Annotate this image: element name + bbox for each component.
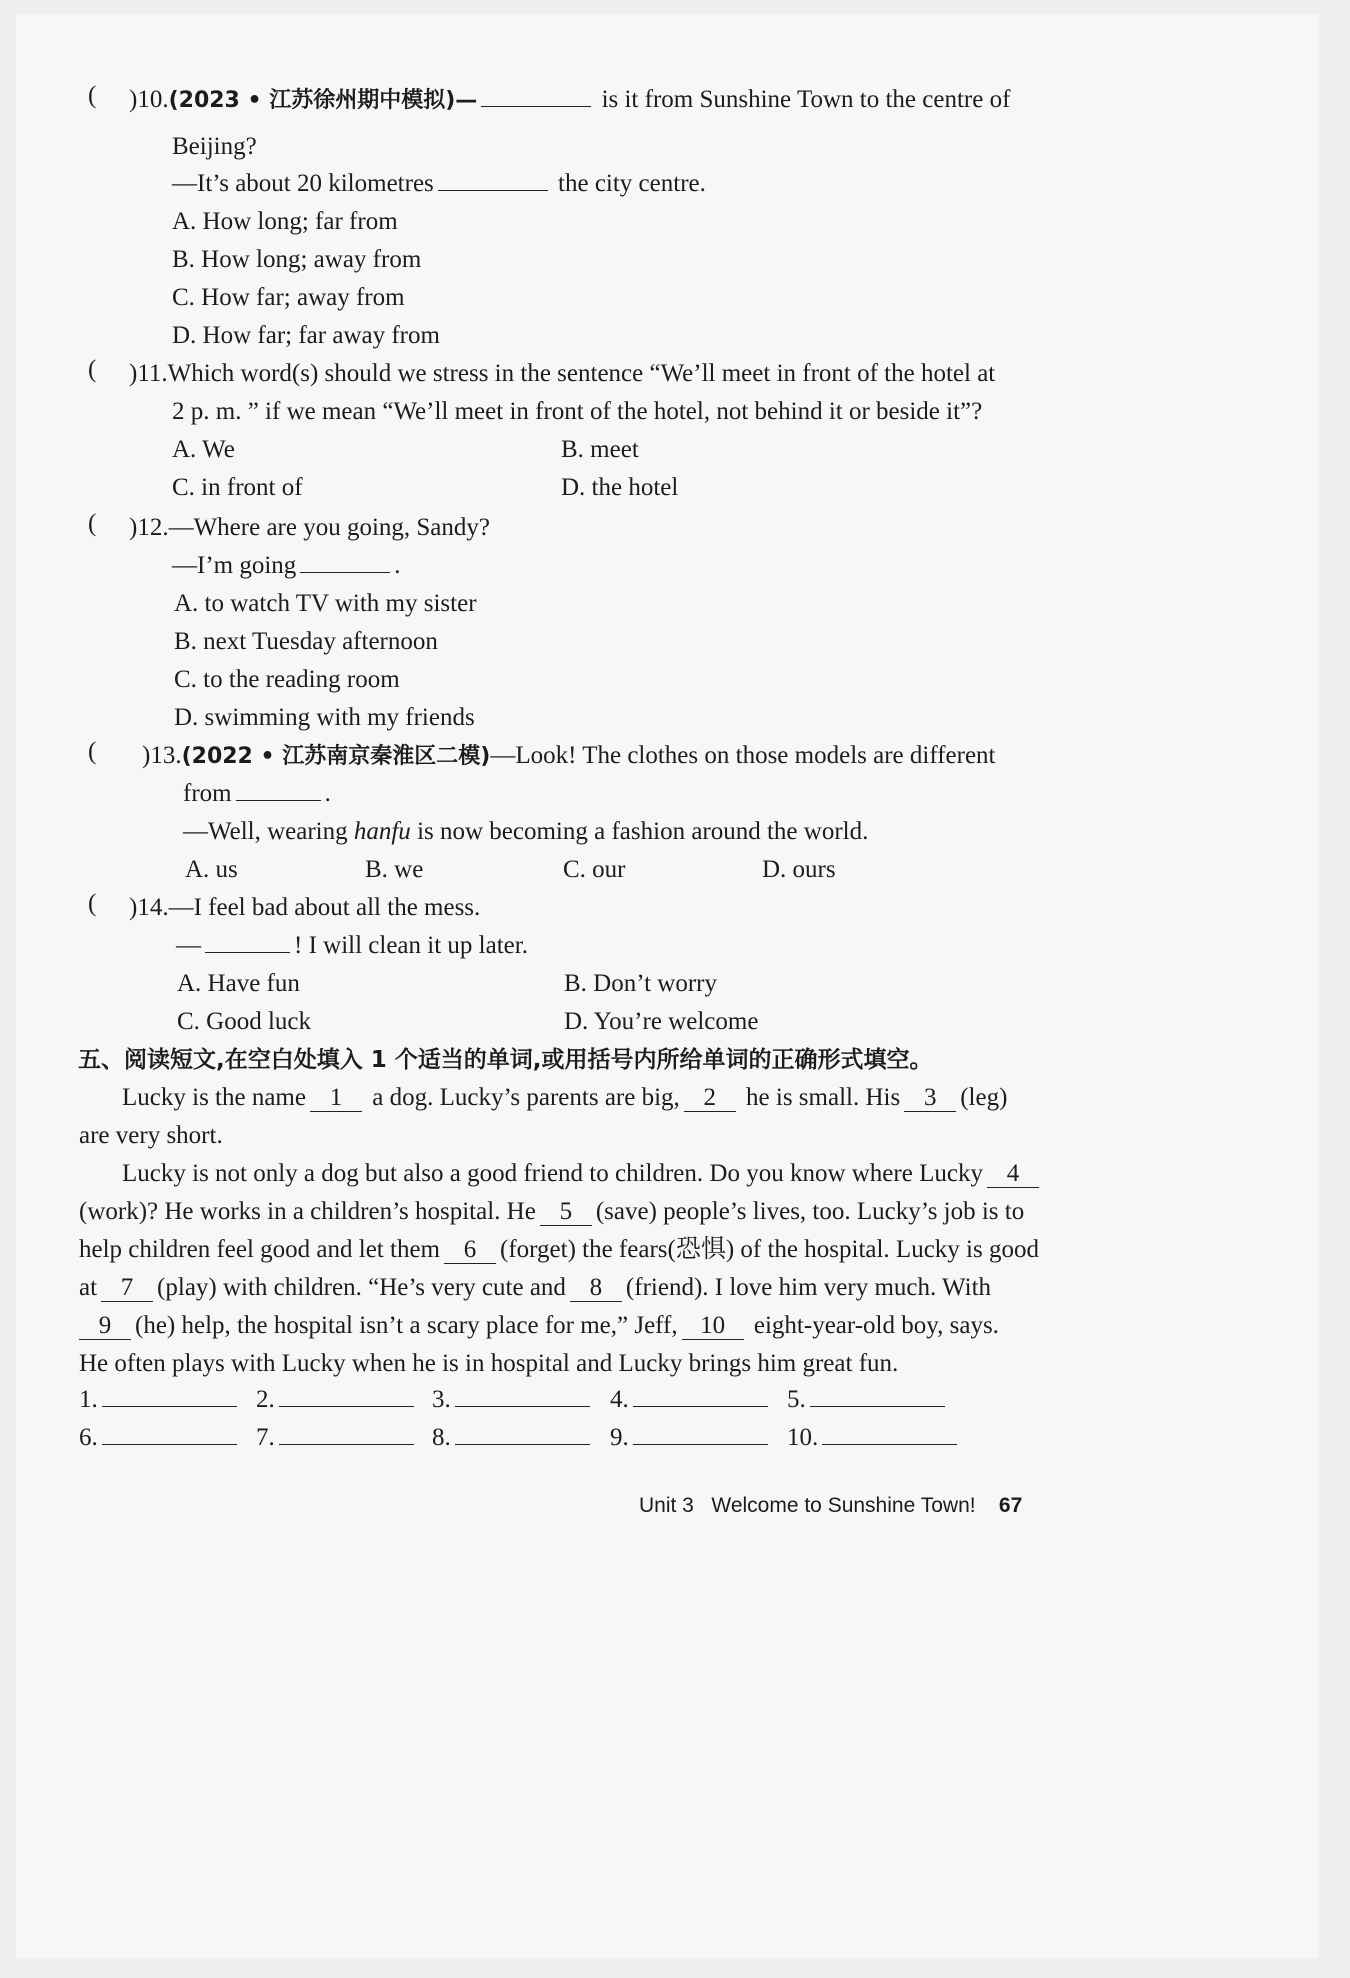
section-title: 五、阅读短文,在空白处填入 1 个适当的单词,或用括号内所给单词的正确形式填空。 [78,1047,933,1073]
passage-text: (friend). I love him very much. With [625,1274,992,1301]
answer-line[interactable] [455,1386,590,1407]
answer-line[interactable] [822,1424,957,1445]
option-b[interactable]: B. meet [561,436,639,463]
answer-number: 8. [432,1424,451,1451]
question-text: is it from Sunshine Town to the centre of [601,86,1011,113]
answer-slot[interactable] [787,1424,957,1452]
option-c[interactable]: C. to the reading room [174,666,400,693]
answer-slot[interactable] [256,1424,414,1452]
option-a[interactable]: A. We [172,436,235,463]
fill-blank[interactable] [300,550,390,573]
answer-line[interactable] [102,1424,237,1445]
unit-title: Welcome to Sunshine Town! [711,1494,976,1517]
passage-line [79,1196,1024,1228]
question-text: —Look! The clothes on those models are different [490,742,996,769]
question-text: —Where are you going, Sandy? [168,514,491,541]
answer-paren[interactable]: ( [88,510,97,537]
question-text: . [324,780,331,807]
unit-label: Unit 3 [639,1494,694,1517]
question-text: the city centre. [558,170,706,197]
fill-blank[interactable] [438,168,548,191]
option-a[interactable]: A. us [185,856,238,883]
answer-slot[interactable] [432,1424,590,1452]
passage-text: (he) help, the hospital isn’t a scary place for me,” Jeff, [135,1312,678,1339]
question-text: 2 p. m. ” if we mean “We’ll meet in front of the hotel, not behind it or beside it”? [172,398,983,425]
numbered-blank[interactable]: 9 [79,1313,131,1340]
numbered-blank[interactable]: 1 [310,1085,362,1112]
answer-slot[interactable] [432,1386,590,1414]
answer-number: 6. [79,1424,98,1451]
question-source: (2023 • 江苏徐州期中模拟)— [168,88,478,113]
option-c[interactable]: C. our [563,856,626,883]
question-number: )14. [129,894,169,921]
answer-number: 9. [610,1424,629,1451]
question-number: )10. [129,86,169,113]
option-c[interactable]: C. Good luck [177,1008,312,1035]
passage-text: (forget) the fears(恐惧) of the hospital. Lucky is good [500,1236,1039,1263]
numbered-blank[interactable]: 10 [682,1313,744,1340]
question-text: Beijing? [172,133,257,160]
numbered-blank[interactable]: 4 [987,1161,1039,1188]
passage-text: at [79,1274,98,1301]
question-source: (2022 • 江苏南京秦淮区二模) [181,744,491,769]
passage-text: help children feel good and let them [79,1236,440,1263]
answer-slot[interactable] [787,1386,945,1414]
option-c[interactable]: C. How far; away from [172,284,405,311]
numbered-blank[interactable]: 2 [684,1085,736,1112]
answer-row [16,1424,1318,1458]
question-text: is now becoming a fashion around the world. [410,818,869,845]
answer-paren[interactable]: ( [88,82,97,109]
answer-slot[interactable] [79,1424,237,1452]
passage-line [122,1082,1007,1114]
answer-paren[interactable]: ( [88,738,97,765]
answer-row [16,1386,1318,1420]
fill-blank[interactable] [236,778,321,801]
option-a[interactable]: A. How long; far from [172,208,398,235]
option-d[interactable]: D. You’re welcome [564,1008,759,1035]
option-a[interactable]: A. Have fun [177,970,300,997]
numbered-blank[interactable]: 3 [904,1085,956,1112]
option-b[interactable]: B. next Tuesday afternoon [174,628,438,655]
option-d[interactable]: D. ours [762,856,836,883]
answer-number: 4. [610,1386,629,1413]
question-text: — [176,932,201,959]
option-b[interactable]: B. Don’t worry [564,970,718,997]
numbered-blank[interactable]: 6 [444,1237,496,1264]
option-b[interactable]: B. we [365,856,424,883]
answer-line[interactable] [455,1424,590,1445]
passage-line [122,1158,1043,1190]
answer-line[interactable] [633,1386,768,1407]
option-d[interactable]: D. the hotel [561,474,679,501]
answer-line[interactable] [633,1424,768,1445]
question-text: —I feel bad about all the mess. [168,894,481,921]
page-number: 67 [998,1494,1023,1517]
answer-number: 7. [256,1424,275,1451]
passage-text: (play) with children. “He’s very cute and [157,1274,566,1301]
question-text: ! I will clean it up later. [294,932,528,959]
passage-line: He often plays with Lucky when he is in hospital and Lucky brings him great fun. [79,1350,899,1377]
answer-number: 5. [787,1386,806,1413]
numbered-blank[interactable]: 8 [570,1275,622,1302]
passage-text: he is small. His [746,1084,901,1111]
answer-number: 3. [432,1386,451,1413]
answer-line[interactable] [102,1386,237,1407]
answer-slot[interactable] [256,1386,414,1414]
passage-text: Lucky is the name [122,1084,306,1111]
passage-line [79,1310,999,1342]
answer-slot[interactable] [610,1386,768,1414]
numbered-blank[interactable]: 7 [101,1275,153,1302]
answer-paren[interactable]: ( [88,890,97,917]
question-text: Which word(s) should we stress in the sentence “We’ll meet in front of the hotel at [167,360,996,387]
answer-slot[interactable] [610,1424,768,1452]
answer-slot[interactable] [79,1386,237,1414]
passage-line: are very short. [79,1122,223,1149]
option-b[interactable]: B. How long; away from [172,246,422,273]
passage-text: a dog. Lucky’s parents are big, [372,1084,680,1111]
answer-line[interactable] [810,1386,945,1407]
answer-line[interactable] [279,1424,414,1445]
answer-line[interactable] [279,1386,414,1407]
italic-term: hanfu [353,818,411,845]
passage-text: (leg) [960,1084,1008,1111]
answer-paren[interactable]: ( [88,356,97,383]
passage-text: Lucky is not only a dog but also a good friend to children. Do you know where Lucky [122,1160,983,1187]
fill-blank[interactable] [481,84,591,107]
passage-text: (save) people’s lives, too. Lucky’s job is to [595,1198,1025,1225]
option-a[interactable]: A. to watch TV with my sister [174,590,477,617]
question-text: . [394,552,401,579]
passage-text: eight-year-old boy, says. [753,1312,999,1339]
fill-blank[interactable] [205,930,290,953]
option-d[interactable]: D. How far; far away from [172,322,440,349]
question-number: )11. [129,360,168,387]
question-text: from [183,780,232,807]
question-number: )12. [129,514,169,541]
answer-number: 1. [79,1386,98,1413]
question-text: —Well, wearing [183,818,354,845]
page-footer [639,1494,1022,1518]
numbered-blank[interactable]: 5 [540,1199,592,1226]
passage-line [79,1272,991,1304]
question-text: —I’m going [172,552,297,579]
worksheet-page [16,14,1318,1958]
question-number: )13. [142,742,182,769]
answer-number: 10. [787,1424,819,1451]
option-c[interactable]: C. in front of [172,474,303,501]
answer-number: 2. [256,1386,275,1413]
passage-text: (work)? He works in a children’s hospital. He [79,1198,536,1225]
passage-line [79,1234,1039,1266]
question-text: —It’s about 20 kilometres [172,170,434,197]
option-d[interactable]: D. swimming with my friends [174,704,475,731]
